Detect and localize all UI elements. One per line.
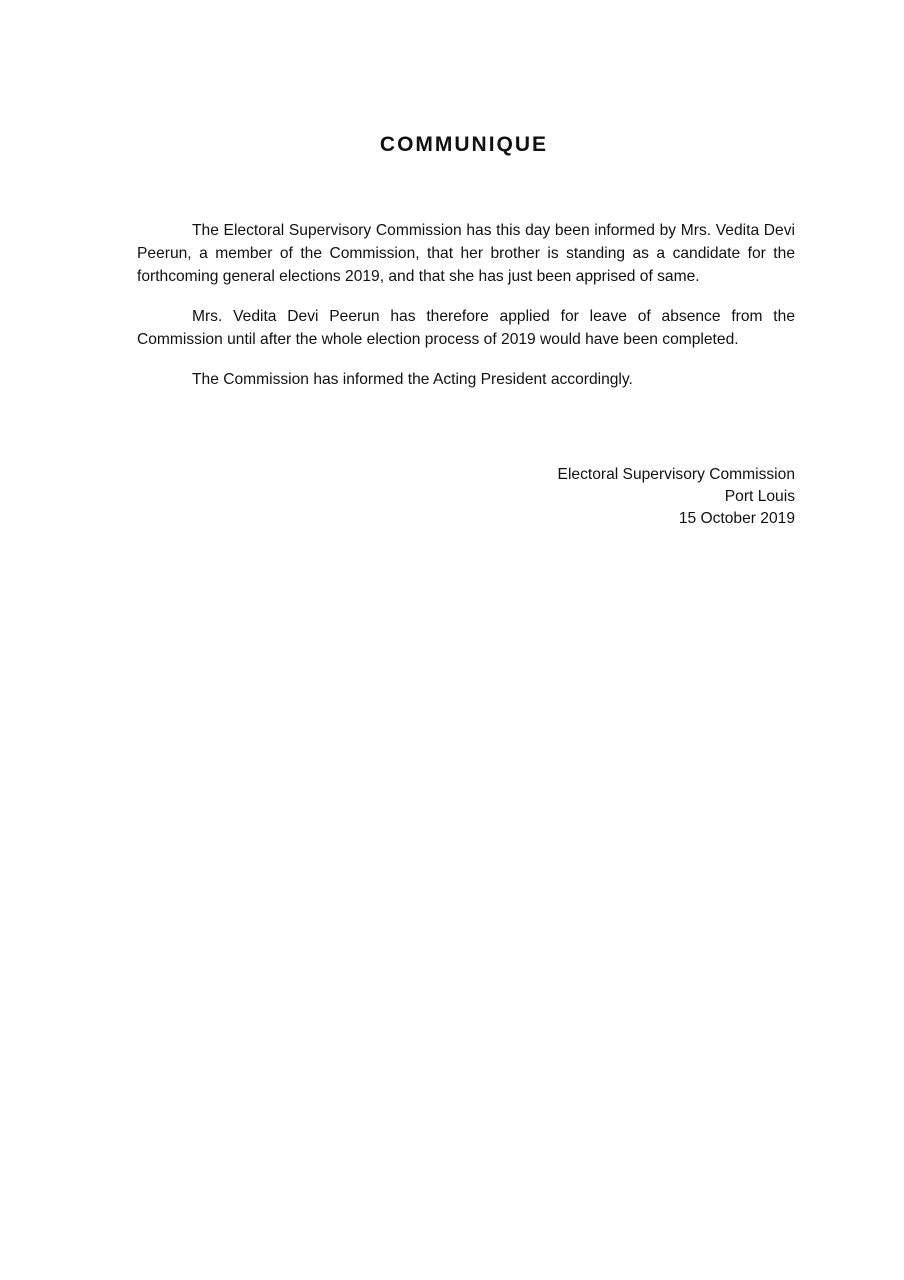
signature-place: Port Louis (724, 488, 795, 505)
paragraph-acting-president: The Commission has informed the Acting President accordingly. (192, 371, 633, 388)
signature-organization: Electoral Supervisory Commission (557, 466, 795, 483)
document-body (137, 219, 795, 408)
paragraph-leave-of-absence: Mrs. Vedita Devi Peerun has therefore applied for leave of absence from the Commission until after the whole election process of 2019 would have been completed. (137, 308, 795, 348)
paragraph-informed: The Electoral Supervisory Commission has this day been informed by Mrs. Vedita Devi Peerun, a member of the Commission, that her brother is standing as a candidate for the forthcoming general elections 2019, and that she has just been apprised of same. (137, 222, 795, 285)
document-title: COMMUNIQUE (379, 133, 549, 156)
signature-date: 15 October 2019 (678, 510, 795, 527)
signature-block (558, 464, 795, 530)
